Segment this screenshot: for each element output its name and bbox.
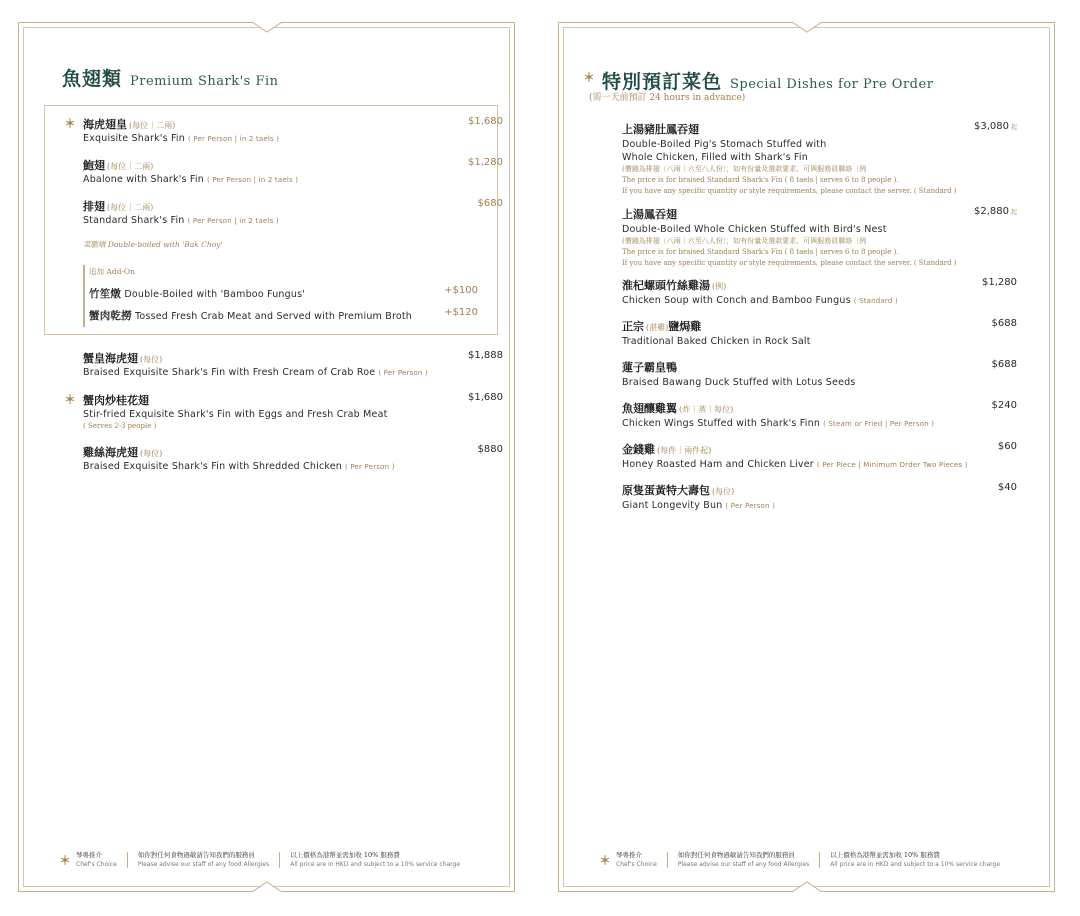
allergy-notice-zh: 如你對任何食物過敏請告知我們的服務員 [137,851,255,859]
chef-choice-en: Chef's Choice [76,861,117,868]
item-note-en: ( Per Person | in 2 taels ) [187,217,279,225]
service-notice-zh: 以上價格為港幣並需加收 10% 服務費 [290,851,400,859]
item-name-en-line: Whole Chicken, Filled with Shark's Fin [622,152,808,163]
menu-item[interactable] [622,359,1017,389]
item-price: $688 [991,318,1017,329]
item-name-en: Exquisite Shark's Fin [83,133,185,144]
item-note-zh: (湛雞) [646,323,669,332]
item-note: The price is for braised Standard Shark's Fin ( 8 taels | serves 6 to 8 people ). [622,176,899,184]
item-name-zh-suffix: 鹽焗雞 [668,320,702,333]
addon-divider [83,265,85,327]
page-footer [59,851,460,869]
chefs-choice-icon [583,71,595,83]
menu-item[interactable] [622,121,1017,197]
addon-name-en: Double-Boiled with 'Bamboo Fungus' [124,289,306,300]
service-notice-zh: 以上價格為港幣並需加收 10% 服務費 [830,851,940,859]
chef-choice-zh: 琴粵推介 [76,851,102,859]
chef-choice-zh: 琴粵推介 [616,851,642,859]
item-note-en: ( Per Person | in 2 taels ) [188,135,280,143]
item-note-zh: (每位) [712,487,735,496]
item-name-en: Braised Exquisite Shark's Fin with Fresh Cream of Crab Roe [83,367,376,378]
item-name-zh: 雞絲海虎翅 [83,446,138,459]
chef-choice-en: Chef's Choice [616,861,657,868]
item-name-zh: 原隻蛋黃特大壽包 [622,484,710,497]
item-note-zh: (炸｜蒸｜每位) [679,405,734,414]
item-name-zh: 鮑翅 [83,159,105,172]
footer-divider [667,852,668,868]
section-title [62,64,279,91]
footer-divider [127,852,128,868]
addon-item[interactable] [89,285,478,301]
item-price: $688 [991,359,1017,370]
item-note-en: ( Per Piece | Minimum Order Two Pieces ) [816,461,968,469]
lotus-icon [59,854,71,866]
page-notch-bottom [252,881,282,893]
item-name-zh: 蟹肉炒桂花翅 [83,394,149,407]
item-price: $1,888 [468,350,503,361]
section-title-en: Premium Shark's Fin [130,74,279,89]
item-note: If you have any specific quantity or style requirements, please contact the server. ( Standard ) [622,187,957,195]
item-name-zh: 蓮子霸皇鴨 [622,361,677,374]
item-name-en: Giant Longevity Bun [622,500,723,511]
item-name-zh: 上湯豬肚鳳吞翅 [622,123,699,136]
item-note: (價錢為排翅〔八兩｜六至八人份〕，如有份量及選款要求，可與服務員聯絡〔例 [622,165,867,173]
item-note-zh: (每位｜二兩) [107,162,154,171]
page-notch-top [792,21,822,33]
price-from-suffix: 起 [1010,209,1017,216]
item-price-value: $3,080 [973,121,1009,132]
item-name-en: Standard Shark's Fin [83,215,185,226]
allergy-notice-zh: 如你對任何食物過敏請告知我們的服務員 [677,851,795,859]
item-name-zh: 海虎翅皇 [83,118,127,131]
menu-item[interactable] [622,277,1017,308]
item-name-zh: 淮杞螺頭竹絲雞湯 [622,279,710,292]
menu-item[interactable] [83,350,503,378]
addon-name-en: Tossed Fresh Crab Meat and Served with Premium Broth [135,311,412,322]
item-price [974,206,1017,217]
menu-item[interactable] [622,400,1017,431]
item-name-zh: 金錢雞 [622,443,655,456]
item-name-zh: 排翅 [83,200,105,213]
item-note: The price is for braised Standard Shark's Fin ( 8 taels | serves 6 to 8 people ). [622,248,899,256]
item-note-zh: (每位) [140,355,163,364]
item-note-en: ( Per Person ) [378,369,428,377]
section-title-en: Special Dishes for Pre Order [730,77,934,92]
item-price: $1,280 [468,157,503,168]
menu-item[interactable] [622,206,1017,269]
menu-item[interactable] [622,318,1017,348]
item-price: $1,680 [468,392,503,403]
item-note-en: ( Steam or Fried | Per Person ) [823,420,935,428]
menu-page-right [558,22,1055,892]
menu-item[interactable] [622,482,1017,513]
item-note-en: ( Per Person ) [725,502,776,510]
allergy-notice-en: Please advise our staff of any food Allergies [677,861,810,868]
item-note-zh: (例) [712,282,727,291]
addon-price: +$100 [444,285,478,296]
page-footer [599,851,1000,869]
item-price: $1,280 [982,277,1017,288]
item-note-zh: (每位｜二兩) [107,203,154,212]
item-name-zh: 魚翅釀雞翼 [622,402,677,415]
item-name-zh: 蟹皇海虎翅 [83,352,138,365]
service-notice-en: All price are in HKD and subject to a 10% service charge [290,861,461,868]
menu-item[interactable] [83,116,503,144]
item-name-en: Traditional Baked Chicken in Rock Salt [622,336,811,347]
item-name-en: Honey Roasted Ham and Chicken Liver [622,459,814,470]
item-note-en: ( Per Person ) [345,463,395,471]
item-name-en: Chicken Wings Stuffed with Shark's Finn [622,418,821,429]
item-name-en-line: Double-Boiled Pig's Stomach Stuffed with [622,139,827,150]
page-notch-bottom [792,881,822,893]
menu-item[interactable] [622,441,1017,472]
item-name-en: Braised Exquisite Shark's Fin with Shredded Chicken [83,461,343,472]
chefs-choice-icon [64,393,76,405]
item-price: $680 [477,198,503,209]
footer-divider [279,852,280,868]
section-subtitle: (需一天前預訂 24 hours in advance) [589,93,746,103]
item-name-zh: 上湯鳳吞翅 [622,208,677,221]
item-note-en: ( Standard ) [853,297,898,305]
section-title-zh: 魚翅類 [62,68,123,90]
item-serves: ( Serves 2-3 people ) [83,422,157,430]
menu-item[interactable] [83,198,503,226]
item-price: $880 [477,444,503,455]
item-name-en: Braised Bawang Duck Stuffed with Lotus Seeds [622,377,856,388]
item-name-en: Stir-fried Exquisite Shark's Fin with Eggs and Fresh Crab Meat [83,409,388,420]
item-name-en: Abalone with Shark's Fin [83,174,204,185]
item-note-zh: (每位) [140,449,163,458]
item-note: If you have any specific quantity or style requirements, please contact the server. ( Standard ) [622,259,957,267]
item-price: $240 [991,400,1017,411]
item-note-en: ( Per Person | in 2 taels ) [206,176,299,184]
addon-price: +$120 [444,307,478,318]
item-note: (價錢為排翅〔八兩｜六至八人份〕，如有份量及選款要求，可與服務員聯絡〔例 [622,237,867,245]
addon-name-zh: 蟹肉乾撈 [89,310,132,322]
service-notice-en: All price are in HKD and subject to a 10% service charge [830,861,1001,868]
side-note: 菜膽燉 Double-boiled with 'Bak Choy' [83,240,223,249]
chefs-choice-icon [64,117,76,129]
addon-item[interactable] [89,307,478,323]
item-note-zh: (每件｜兩件起) [657,446,712,455]
section-title-zh: 特別預訂菜色 [602,71,723,93]
item-price: $40 [997,482,1017,493]
item-name-en: Chicken Soup with Conch and Bamboo Fungus [622,295,851,306]
item-price: $60 [997,441,1017,452]
item-name-en-line: Double-Boiled Whole Chicken Stuffed with Bird's Nest [622,224,887,235]
footer-divider [819,852,820,868]
menu-page-left [18,22,515,892]
item-price [974,121,1017,132]
menu-item[interactable] [83,444,503,472]
item-name-zh: 正宗 [622,320,644,333]
item-price: $1,680 [468,116,503,127]
menu-item[interactable] [83,157,503,185]
addon-label: 追加 Add-On [89,267,135,276]
price-from-suffix: 起 [1010,124,1017,131]
page-notch-top [252,21,282,33]
menu-item[interactable] [83,392,503,430]
lotus-icon [599,854,611,866]
item-price-value: $2,880 [973,206,1009,217]
allergy-notice-en: Please advise our staff of any food Allergies [137,861,270,868]
item-note-zh: (每位｜二兩) [129,121,176,130]
addon-name-zh: 竹笙燉 [89,288,122,300]
